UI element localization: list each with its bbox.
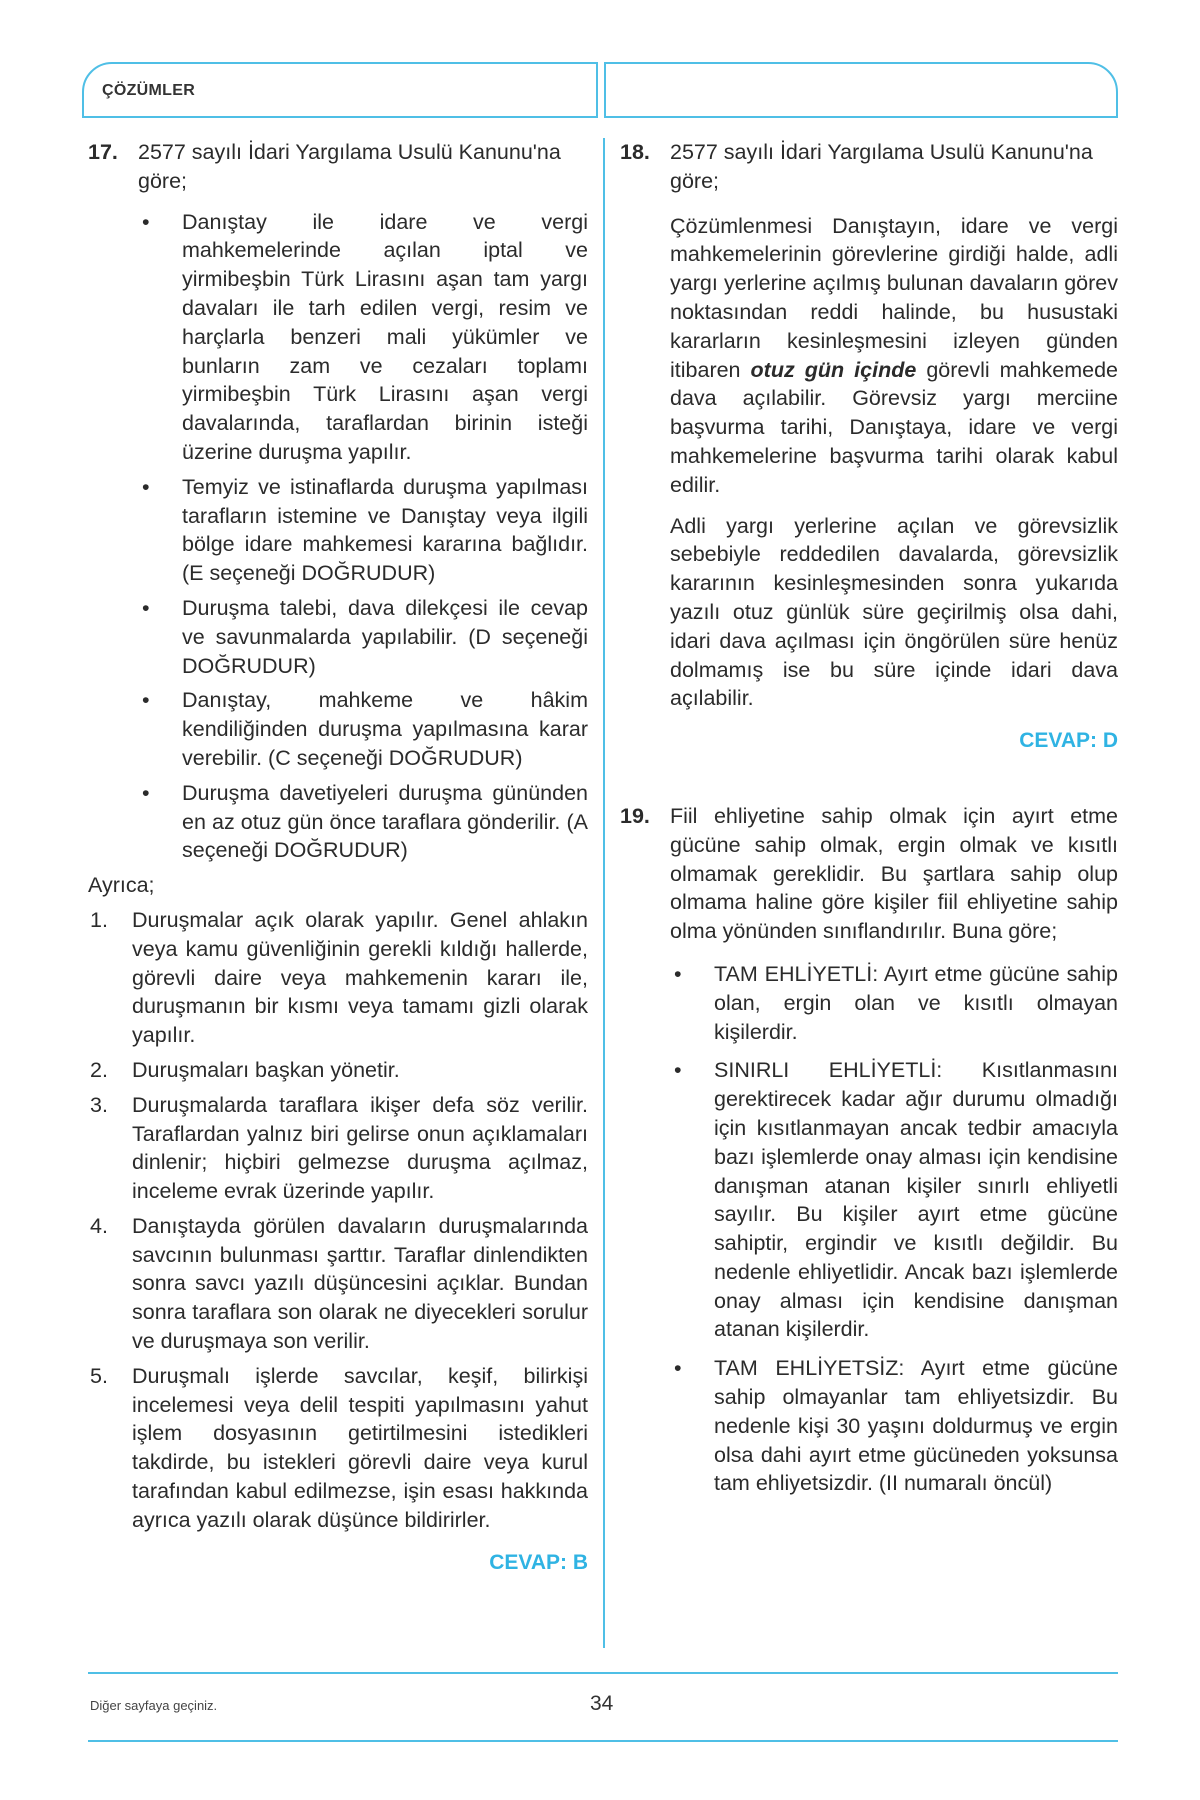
footer-top-line <box>88 1672 1118 1674</box>
bullet-icon: • <box>142 688 150 713</box>
right-column <box>620 138 1118 1504</box>
q17-header <box>88 138 588 196</box>
list-item <box>670 960 1118 1046</box>
item-text: Danıştayda görülen davaların duruşmalarında savcının bulunması şarttır. Taraflar dinlendikten sonra savcı yazılı düşüncesini açıklar. Bundan sonra taraflara son olarak ne diyecekleri sorulur ve duruşmaya son verilir. <box>132 1213 588 1354</box>
bullet-text: Duruşma talebi, dava dilekçesi ile cevap ve savunmalarda yapılabilir. (D seçeneği DOĞRUDUR) <box>182 595 588 678</box>
item-text: Duruşmalarda taraflara ikişer defa söz verilir. Taraflardan yalnız biri gelirse onun açıklamaları dinlenir; hiçbiri gelmezse duruşma açılmaz, inceleme evrak üzerinde yapılır. <box>132 1092 588 1204</box>
q18-number: 18. <box>620 140 650 164</box>
bullet-icon: • <box>142 595 150 620</box>
q17-answer: CEVAP: B <box>489 1550 588 1574</box>
left-column <box>88 138 588 1577</box>
list-item <box>138 473 588 588</box>
page-number: 34 <box>590 1692 614 1715</box>
item-text: Duruşmalar açık olarak yapılır. Genel ahlakın veya kamu güvenliğinin gerekli kıldığı hallerde, görevli daire veya mahkemenin kararı ile, duruşmanın bir kısmı veya tamamı gizli olarak yapılır. <box>132 907 588 1048</box>
item-number: 3. <box>90 1092 108 1117</box>
list-item <box>88 906 588 1050</box>
header-box-left <box>82 62 598 118</box>
q17-bullet-list <box>88 208 588 866</box>
list-item <box>138 779 588 865</box>
bullet-icon: • <box>142 780 150 805</box>
q18-paragraph-1 <box>670 212 1118 500</box>
bullet-text: Danıştay ile idare ve vergi mahkemelerinde açılan iptal ve yirmibeşbin Türk Lirasını aşan tam yargı davaları ile tarh edilen vergi, resim ve harçlarla benzeri mali yükümler ve bunların zam ve cezaları toplamı yirmibeşbin Türk Lirasını aşan vergi davalarında, taraflardan birinin isteği üzerine duruşma yapılır. <box>182 209 588 464</box>
bullet-icon: • <box>142 474 150 499</box>
list-item <box>138 208 588 467</box>
bullet-icon: • <box>142 209 150 234</box>
q18-paragraph-2: Adli yargı yerlerine açılan ve görevsizlik sebebiyle reddedilen davalarda, görevsizlik kararının kesinleşmesinden sonra yukarıda yazılı otuz günlük süre geçirilmiş olsa dahi, idari dava açılması için öngörülen süre henüz dolmamış ise bu süre içinde idari dava açılabilir. <box>670 513 1118 711</box>
list-item <box>88 1362 588 1535</box>
list-item <box>670 1056 1118 1344</box>
column-divider <box>603 138 605 1648</box>
bullet-text: Danıştay, mahkeme ve hâkim kendiliğinden duruşma yapılmasına karar verebilir. (C seçeneği DOĞRUDUR) <box>182 688 588 770</box>
q17-intro: 2577 sayılı İdari Yargılama Usulü Kanunu'na göre; <box>138 140 561 193</box>
bullet-icon: • <box>674 961 682 986</box>
list-item <box>88 1091 588 1206</box>
q18-p1-after: görevli mahkemede dava açılabilir. Görevsiz yargı merciine başvurma tarihi, Danıştaya, idare ve vergi mahkemelerine başvurma tarihi olarak kabul edilir. <box>670 357 1118 497</box>
q18-p1-emphasis: otuz gün içinde <box>750 357 917 382</box>
q18-intro: 2577 sayılı İdari Yargılama Usulü Kanunu'na göre; <box>670 140 1093 193</box>
list-item <box>88 1212 588 1356</box>
bullet-text: TAM EHLİYETLİ: Ayırt etme gücüne sahip olan, ergin olan ve kısıtlı olmayan kişilerdir. <box>714 961 1118 1044</box>
header-box-right <box>604 62 1118 118</box>
item-number: 5. <box>90 1363 108 1388</box>
q19-header <box>620 802 1118 946</box>
bullet-icon: • <box>674 1058 682 1083</box>
list-item <box>138 594 588 680</box>
q18-header <box>620 138 1118 196</box>
item-text: Duruşmaları başkan yönetir. <box>132 1057 400 1082</box>
q19-bullet-list <box>620 960 1118 1498</box>
q18-p1-before: Çözümlenmesi Danıştayın, idare ve vergi mahkemelerinin görevlerine girdiği halde, adli yargı yerlerine açılmış bulunan davaların görev noktasından reddi halinde, bu husustaki kararların kesinleşmesini izleyen günden itibaren <box>670 213 1118 382</box>
item-number: 1. <box>90 907 108 932</box>
footer-next-page-note: Diğer sayfaya geçiniz. <box>90 1698 218 1713</box>
page-section-title: ÇÖZÜMLER <box>102 82 196 99</box>
q17-number: 17. <box>88 140 118 164</box>
bullet-icon: • <box>674 1356 682 1381</box>
item-number: 2. <box>90 1057 108 1082</box>
bullet-text: SINIRLI EHLİYETLİ: Kısıtlanmasını gerektirecek kadar ağır durumu olmadığı için kısıtlanmayan ancak tedbir amacıyla bazı işlemlerde onay alması için kendisine danışman atanan kişiler sınırlı ehliyetli sayılır. Bu kişiler ayırt etme gücüne sahiptir, ergindir ve kısıtlı değildir. Bu nedenle ehliyetlidir. Ancak bazı işlemlerde onay alması için kendisine danışman atanan kişilerdir. <box>714 1058 1118 1342</box>
footer-bottom-line <box>88 1740 1118 1742</box>
item-number: 4. <box>90 1213 108 1238</box>
q19-intro: Fiil ehliyetine sahip olmak için ayırt etme gücüne sahip olmak, ergin olmak ve kısıtlı olmamak gereklidir. Bu şartlara sahip olup olmama haline göre kişiler fiil ehliyetine sahip olma yönünden sınıflandırılır. Buna göre; <box>670 803 1118 944</box>
q19-number: 19. <box>620 803 650 828</box>
bullet-text: Duruşma davetiyeleri duruşma gününden en az otuz gün önce taraflara gönderilir. (A seçeneği DOĞRUDUR) <box>182 780 588 863</box>
q17-also-label: Ayrıca; <box>88 873 155 898</box>
item-text: Duruşmalı işlerde savcılar, keşif, bilirkişi incelemesi veya delil tespiti yapılmasını yahut işlem dosyasının getirtilmesini istedikleri takdirde, bu istekleri görevli daire veya kurul tarafından kabul edilmezse, işin esası hakkında ayrıca yazılı olarak düşünce bildirirler. <box>132 1363 588 1532</box>
list-item <box>670 1354 1118 1498</box>
bullet-text: Temyiz ve istinaflarda duruşma yapılması tarafların istemine ve Danıştay veya ilgili bölge idare mahkemesi kararına bağlıdır. (E seçeneği DOĞRUDUR) <box>182 474 588 586</box>
list-item <box>138 686 588 772</box>
bullet-text: TAM EHLİYETSİZ: Ayırt etme gücüne sahip olmayanlar tam ehliyetsizdir. Bu nedenle kişi 30 yaşını doldurmuş ve ergin olsa dahi ayırt etme gücüneden yoksunsa tam ehliyetsizdir. (II numaralı öncül) <box>714 1356 1118 1496</box>
list-item <box>88 1056 588 1085</box>
q17-numbered-list <box>88 906 588 1535</box>
q18-answer: CEVAP: D <box>1019 729 1118 753</box>
